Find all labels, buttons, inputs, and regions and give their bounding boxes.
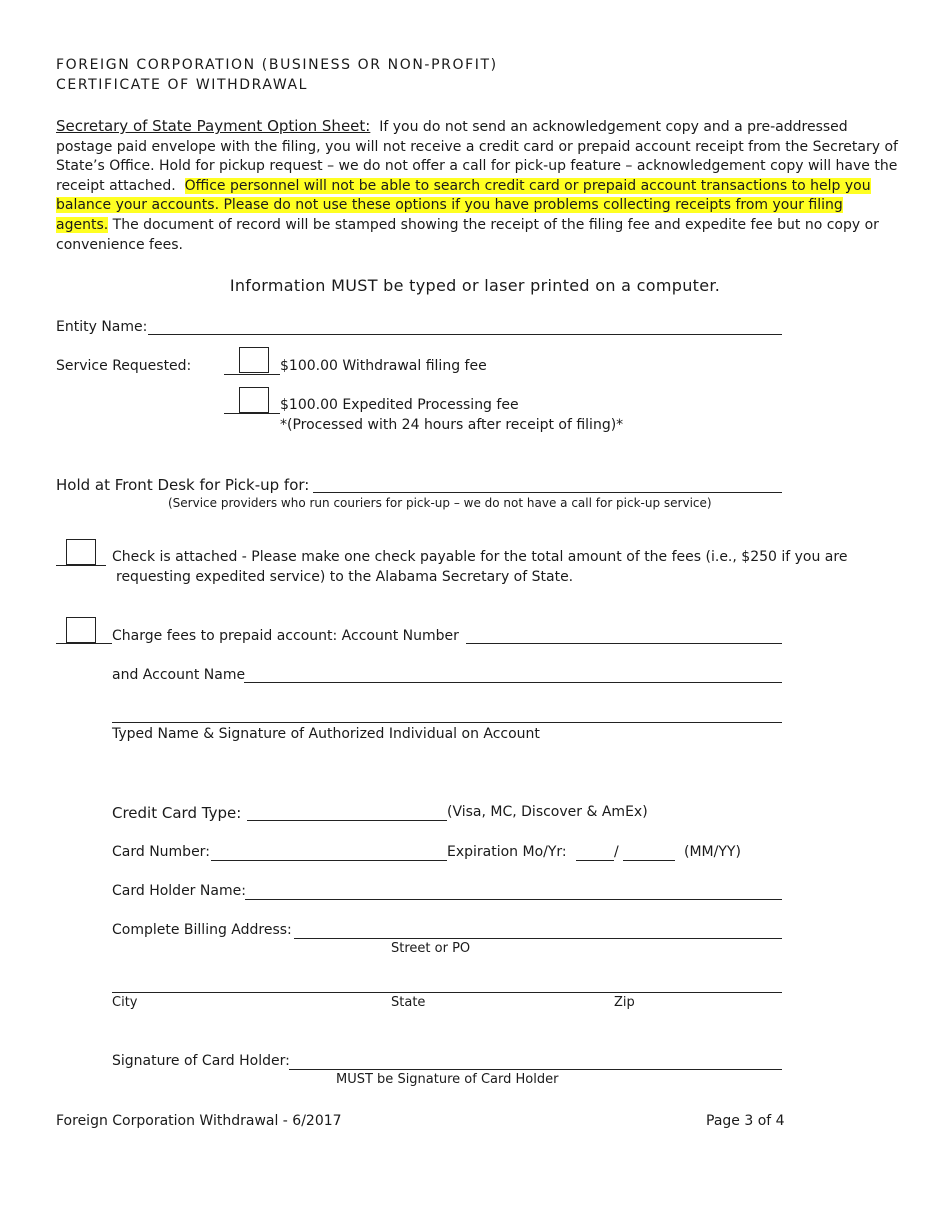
payment-option-paragraph: [56, 117, 898, 255]
expedited-fee-underline: [224, 413, 280, 414]
signature-note: MUST be Signature of Card Holder: [336, 1072, 559, 1087]
authorized-signature-field[interactable]: [112, 722, 782, 723]
cc-type-note: (Visa, MC, Discover & AmEx): [447, 804, 648, 820]
expiration-label: Expiration Mo/Yr:: [447, 844, 567, 860]
state-label: State: [391, 995, 426, 1010]
check-underline: [56, 565, 106, 566]
hold-label: Hold at Front Desk for Pick-up for:: [56, 476, 310, 494]
hold-note: (Service providers who run couriers for pick-up – we do not have a call for pick-up service): [168, 496, 712, 510]
entity-name-field[interactable]: [148, 334, 782, 335]
payment-sheet-highlight: Office personnel will not be able to search credit card or prepaid account transactions to help you balance your accounts. Please do not use these options if you have problems collecting receipts from your filing agents.: [56, 177, 871, 233]
card-number-label: Card Number:: [112, 844, 210, 860]
prepaid-account-checkbox[interactable]: [66, 617, 96, 643]
check-label-line1: Check is attached - Please make one check payable for the total amount of the fees (i.e., $250 if you are: [112, 549, 848, 565]
form-title: FOREIGN CORPORATION (BUSINESS OR NON-PROFIT): [56, 57, 498, 73]
hold-field[interactable]: [313, 492, 782, 493]
card-holder-field[interactable]: [245, 899, 782, 900]
check-attached-checkbox[interactable]: [66, 539, 96, 565]
service-requested-label: Service Requested:: [56, 358, 192, 374]
signature-label: Signature of Card Holder:: [112, 1053, 290, 1069]
expedited-fee-checkbox[interactable]: [239, 387, 269, 413]
expedited-fee-label: $100.00 Expedited Processing fee: [280, 397, 519, 413]
payment-sheet-text-after: The document of record will be stamped showing the receipt of the filing fee and expedite fee but no copy or convenience fees.: [56, 216, 879, 253]
withdrawal-fee-checkbox[interactable]: [239, 347, 269, 373]
expiration-year-field[interactable]: [623, 860, 675, 861]
expiration-format: (MM/YY): [684, 844, 741, 860]
form-subtitle: CERTIFICATE OF WITHDRAWAL: [56, 77, 309, 93]
prepaid-underline: [56, 643, 112, 644]
payment-sheet-heading: Secretary of State Payment Option Sheet:: [56, 117, 371, 135]
expedited-note: *(Processed with 24 hours after receipt of filing)*: [280, 417, 624, 433]
card-holder-label: Card Holder Name:: [112, 883, 246, 899]
page-number: Page 3 of 4: [706, 1113, 785, 1129]
cc-type-label: Credit Card Type:: [112, 804, 242, 822]
billing-street-field[interactable]: [294, 938, 782, 939]
zip-label: Zip: [614, 995, 635, 1010]
footer-left: Foreign Corporation Withdrawal - 6/2017: [56, 1113, 342, 1129]
street-label: Street or PO: [391, 941, 471, 956]
check-label-line2: requesting expedited service) to the Alabama Secretary of State.: [116, 569, 574, 585]
prepaid-account-label: Charge fees to prepaid account: Account Number: [112, 628, 459, 644]
withdrawal-fee-label: $100.00 Withdrawal filing fee: [280, 358, 487, 374]
withdrawal-fee-underline: [224, 374, 280, 375]
account-name-label: and Account Name: [112, 667, 246, 683]
billing-address-label: Complete Billing Address:: [112, 922, 292, 938]
card-number-field[interactable]: [211, 860, 447, 861]
billing-city-state-zip-field[interactable]: [112, 992, 782, 993]
signature-field[interactable]: [289, 1069, 782, 1070]
account-name-field[interactable]: [244, 682, 782, 683]
typed-notice: Information MUST be typed or laser printed on a computer.: [229, 276, 721, 295]
entity-name-label: Entity Name:: [56, 319, 148, 335]
city-label: City: [112, 995, 138, 1010]
cc-type-field[interactable]: [247, 820, 447, 821]
account-number-field[interactable]: [466, 643, 782, 644]
expiration-slash: /: [614, 844, 619, 860]
payment-sheet-text: If you do not send an acknowledgement copy and a pre-addressed postage paid envelope with the filing, you will not receive a credit card or prepaid account receipt from the Secretary of State’s Office. Hold for pickup request – we do not offer a call for pick-up feature – acknowledgement copy will have the receipt attached.: [56, 119, 898, 194]
expiration-month-field[interactable]: [576, 860, 614, 861]
typed-name-label: Typed Name & Signature of Authorized Individual on Account: [112, 726, 540, 742]
